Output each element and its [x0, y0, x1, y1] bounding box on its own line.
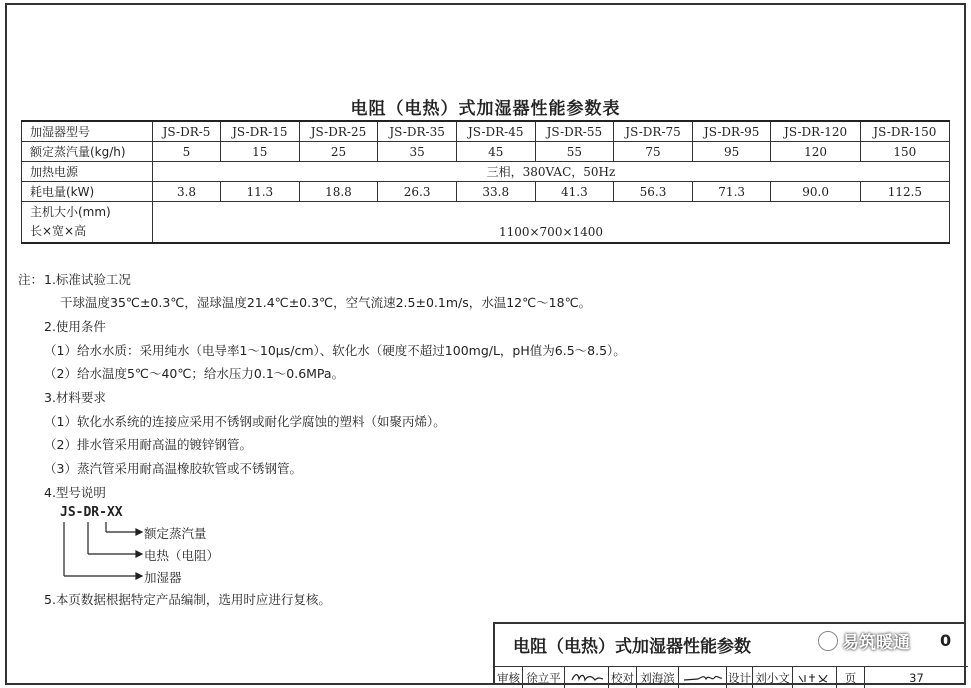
- row-label-steam: 额定蒸汽量(kg/h): [22, 142, 153, 162]
- row-label-size: [22, 202, 153, 244]
- table-row: [22, 162, 950, 182]
- consumption-cell: 18.8: [299, 182, 378, 202]
- consumption-cell: 56.3: [614, 182, 693, 202]
- row-label-consumption: 耗电量(kW): [22, 182, 153, 202]
- consumption-cell: 71.3: [692, 182, 771, 202]
- watermark: [818, 628, 910, 653]
- model-cell: JS-DR-35: [378, 121, 457, 142]
- page-number: 37: [909, 670, 924, 685]
- note-1-heading: 1.标准试验工况: [44, 272, 131, 287]
- consumption-cell: 41.3: [535, 182, 614, 202]
- row-label-model: 加湿器型号: [22, 121, 153, 142]
- model-cell: JS-DR-15: [221, 121, 300, 142]
- note-2-item-2: （2）给水温度5℃～40℃；给水压力0.1～0.6MPa。: [44, 366, 345, 381]
- power-cell: 三相，380VAC，50Hz: [153, 162, 950, 182]
- wechat-icon: [818, 631, 838, 651]
- model-code: JS-DR-XX: [60, 505, 123, 520]
- consumption-cell: 11.3: [221, 182, 300, 202]
- steam-cell: 15: [221, 142, 300, 162]
- model-cell: JS-DR-45: [456, 121, 535, 142]
- consumption-cell: 90.0: [771, 182, 860, 202]
- steam-cell: 35: [378, 142, 457, 162]
- size-cell: 1100×700×1400: [153, 202, 950, 244]
- page-title: 电阻（电热）式加湿器性能参数表: [350, 99, 621, 119]
- steam-cell: 55: [535, 142, 614, 162]
- handwritten-signature-icon: [682, 671, 724, 685]
- model-code-label-steam: 额定蒸汽量: [144, 526, 207, 541]
- table-row: [22, 142, 950, 162]
- model-cell: JS-DR-120: [771, 121, 860, 142]
- model-cell: JS-DR-95: [692, 121, 771, 142]
- model-cell: JS-DR-5: [153, 121, 221, 142]
- model-cell: JS-DR-150: [860, 121, 949, 142]
- table-row: [22, 182, 950, 202]
- steam-cell: 120: [771, 142, 860, 162]
- notes-prefix: 注：: [18, 272, 44, 287]
- consumption-cell: 112.5: [860, 182, 949, 202]
- handwritten-signature-icon: [796, 671, 834, 685]
- model-cell: JS-DR-75: [614, 121, 693, 142]
- note-3-item-1: （1）软化水系统的连接应采用不锈钢或耐化学腐蚀的塑料（如聚丙烯）。: [44, 414, 446, 429]
- handwritten-signature-icon: [569, 671, 605, 685]
- size-label-line-2: 长×宽×高: [30, 224, 87, 238]
- row-label-power: 加热电源: [22, 162, 153, 182]
- model-cell: JS-DR-55: [535, 121, 614, 142]
- review-label: 审核: [495, 667, 523, 688]
- steam-cell: 45: [456, 142, 535, 162]
- steam-cell: 25: [299, 142, 378, 162]
- table-row: [22, 202, 950, 244]
- note-4-heading: 4.型号说明: [44, 485, 106, 500]
- page-label: 页: [837, 667, 865, 688]
- consumption-cell: 26.3: [378, 182, 457, 202]
- consumption-cell: 3.8: [153, 182, 221, 202]
- title-block-signature-row: [495, 666, 968, 688]
- spec-table: [21, 120, 950, 244]
- model-code-label-heating: 电热（电阻）: [144, 548, 220, 563]
- note-2-item-1: （1）给水水质：采用纯水（电导率1～10μs/cm）、软化水（硬度不超过100mg/L，pH值为6.5～8.5）。: [44, 343, 626, 358]
- steam-cell: 5: [153, 142, 221, 162]
- steam-cell: 95: [692, 142, 771, 162]
- review-name: 徐立平: [523, 667, 565, 688]
- steam-cell: 75: [614, 142, 693, 162]
- note-3-item-2: （2）排水管采用耐高温的镀锌钢管。: [44, 437, 252, 452]
- note-2-heading: 2.使用条件: [44, 319, 106, 334]
- watermark-text: 易筑暖通: [842, 633, 910, 653]
- model-code-diagram: [60, 505, 260, 595]
- design-signature: [793, 667, 837, 688]
- note-3-item-3: （3）蒸汽管采用耐高温橡胶软管或不锈钢管。: [44, 461, 302, 476]
- note-1-text: 干球温度35℃±0.3℃，湿球温度21.4℃±0.3℃，空气流速2.5±0.1m/s，水温12℃～18℃。: [60, 295, 592, 310]
- model-code-label-humidifier: 加湿器: [144, 570, 182, 585]
- consumption-cell: 33.8: [456, 182, 535, 202]
- review-signature: [565, 667, 609, 688]
- check-signature: [679, 667, 727, 688]
- check-label: 校对: [609, 667, 637, 688]
- steam-cell: 150: [860, 142, 949, 162]
- size-label-line-1: 主机大小(mm): [30, 205, 111, 219]
- check-name: 刘海滨: [637, 667, 679, 688]
- note-5: 5.本页数据根据特定产品编制，选用时应进行复核。: [44, 592, 331, 607]
- design-name: 刘小文: [753, 667, 793, 688]
- model-cell: JS-DR-25: [299, 121, 378, 142]
- note-3-heading: 3.材料要求: [44, 390, 106, 405]
- design-label: 设计: [727, 667, 753, 688]
- atlas-code-fragment: 0: [940, 631, 952, 650]
- table-row: [22, 121, 950, 142]
- title-block-title: 电阻（电热）式加湿器性能参数: [513, 637, 751, 657]
